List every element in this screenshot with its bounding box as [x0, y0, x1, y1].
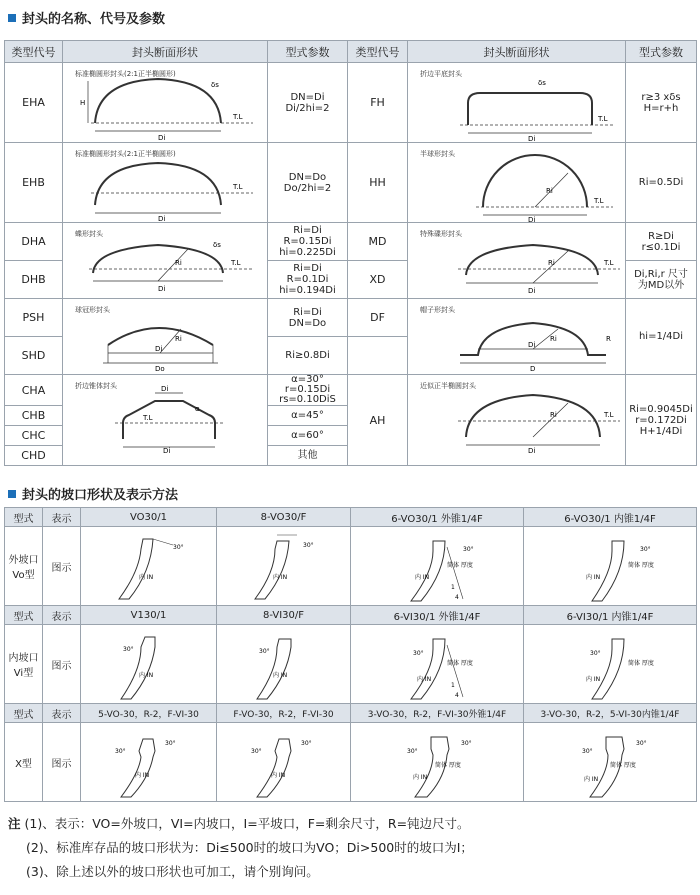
table-row [5, 63, 697, 143]
label-four: 4 [455, 594, 459, 601]
col-header: 类型代号 [5, 41, 63, 63]
label-deg: 30° [123, 646, 134, 653]
label-di: Di [158, 134, 166, 142]
label-in: 内 IN [139, 574, 154, 581]
param-cell: α=60° [268, 426, 348, 446]
bevel-label: 6-VO30/1 外锥1/4F [351, 508, 524, 527]
bevel-x-diagram [81, 723, 217, 802]
label-tl: T.L [233, 113, 243, 121]
figure-caption: 半球形封头 [420, 150, 455, 158]
label-r: R [606, 335, 611, 343]
param-cell: R≥Di r≤0.1Di [626, 223, 697, 261]
bevel-figure [217, 527, 351, 606]
head-types-table [4, 40, 697, 466]
param-cell: DN=Do Do/2hi=2 [268, 143, 348, 223]
figure-caption: 折边平底封头 [420, 70, 462, 78]
section-title-1 [8, 8, 165, 27]
col-header: 型式参数 [268, 41, 348, 63]
figure-cell [63, 63, 268, 143]
label-h: H [80, 99, 86, 107]
bevel-figure [81, 723, 217, 802]
col-header: 封头断面形状 [63, 41, 268, 63]
group-label: 外坡口 Vo型 [5, 527, 43, 606]
param-cell: r≥3 xδs H=r+h [626, 63, 697, 143]
bevel-label: F-VO-30，R-2，F-VI-30 [217, 704, 351, 723]
label-di: Di [158, 285, 166, 293]
col-header: 类型代号 [348, 41, 408, 63]
label-four: 4 [455, 692, 459, 699]
figure-caption: 近似正半椭圆封头 [420, 382, 476, 390]
table-row [5, 223, 697, 261]
label-deg: 30° [303, 542, 314, 549]
figure-cell [63, 375, 268, 466]
label-in: 内 IN [135, 772, 150, 779]
hemisphere-head-diagram [408, 143, 626, 223]
figure-cell [408, 143, 626, 223]
label-deg: 30° [461, 740, 472, 747]
figure-row [5, 625, 697, 704]
type-code: XD [348, 261, 408, 299]
bevel-vo-outer-cone-diagram [351, 527, 524, 606]
label-ri: Ri [546, 187, 553, 195]
label-tl: T.L [143, 414, 153, 422]
table-row [5, 375, 697, 406]
param-cell: Ri=0.9045Di r=0.172Di H+1/4Di [626, 375, 697, 466]
label-one: 1 [451, 682, 455, 689]
label-alpha: α [195, 405, 200, 413]
bevel-label: V130/1 [81, 606, 217, 625]
label-tl: T.L [231, 259, 241, 267]
col-type-label: 型式 [5, 704, 43, 723]
section-title-text: 封头的名称、代号及参数 [22, 12, 166, 27]
label-ri: Ri [550, 335, 557, 343]
bevel-label: VO30/1 [81, 508, 217, 527]
label-di: Di [158, 215, 166, 223]
figure-cell [408, 299, 626, 375]
bevel-figure [351, 625, 524, 704]
note-text: (2)、标准库存品的坡口形状为：Di≤500时的坡口为VO；Di>500时的坡口为I； [26, 840, 473, 855]
bevel-figure [81, 625, 217, 704]
param-cell: Ri=0.5Di [626, 143, 697, 223]
figure-cell [63, 223, 268, 299]
label-deg: 30° [640, 546, 651, 553]
label-wall: 简体 厚度 [610, 762, 636, 769]
bevel-vi-outer-cone-diagram [351, 625, 524, 704]
param-cell: Di,Ri,r 尺寸 为MD以外 [626, 261, 697, 299]
bevel-vo-inner-cone-diagram [524, 527, 697, 606]
figure-caption: 标准椭圆形封头(2:1正半椭圆形) [75, 70, 176, 78]
label-in: 内 IN [413, 774, 428, 781]
bevel-x-inner-cone-diagram [524, 723, 697, 802]
bevel-label: 5-VO-30，R-2，F-VI-30 [81, 704, 217, 723]
bullet-square-icon [8, 490, 16, 498]
type-code: AH [348, 375, 408, 466]
label-tl: T.L [233, 183, 243, 191]
approx-ellipse-head-diagram [408, 375, 626, 455]
col-type-label: 型式 [5, 508, 43, 527]
figure-cell [63, 299, 268, 375]
bevel-label: 8-VI30/F [217, 606, 351, 625]
param-cell: Ri=Di R=0.1Di hi=0.194Di [268, 261, 348, 299]
spherical-cap-head-diagram [63, 299, 268, 375]
bevel-label: 6-VI30/1 内锥1/4F [524, 606, 697, 625]
type-code: FH [348, 63, 408, 143]
label-deg: 30° [463, 546, 474, 553]
type-code: EHA [5, 63, 63, 143]
type-code: CHA [5, 375, 63, 406]
label-di: Di [528, 341, 536, 349]
label-ds: δs [538, 79, 546, 87]
figure-caption: 特殊碟形封头 [420, 230, 462, 238]
flat-head-diagram [408, 63, 626, 143]
bevel-vo-diagram [81, 527, 217, 606]
table-row [5, 299, 697, 337]
label-row [5, 606, 697, 625]
label-in: 内 IN [415, 574, 430, 581]
bevel-x-f-diagram [217, 723, 351, 802]
param-cell: 其他 [268, 446, 348, 466]
label-deg: 30° [590, 650, 601, 657]
bevel-label: 3-VO-30，R-2，F-VI-30外锥1/4F [351, 704, 524, 723]
table-header-row [5, 41, 697, 63]
special-dished-head-diagram [408, 223, 626, 299]
label-ds: δs [213, 241, 221, 249]
section-title-2 [8, 484, 178, 503]
param-cell: α=30° r=0.15Di rs=0.10DiS [268, 375, 348, 406]
fig-label: 图示 [43, 625, 81, 704]
note-line-2 [8, 836, 473, 860]
note-line-3 [8, 860, 473, 884]
label-deg: 30° [251, 748, 262, 755]
section-title-text: 封头的坡口形状及表示方法 [22, 488, 179, 503]
bevel-figure [351, 527, 524, 606]
label-row [5, 508, 697, 527]
hat-head-diagram [408, 299, 626, 375]
type-code: SHD [5, 337, 63, 375]
label-tl: T.L [604, 259, 614, 267]
bevel-label: 6-VI30/1 外锥1/4F [351, 606, 524, 625]
label-in: 内 IN [586, 574, 601, 581]
bevel-vi-diagram [81, 625, 217, 704]
bevel-vo-f-diagram [217, 527, 351, 606]
label-tl: T.L [594, 197, 604, 205]
label-tl: T.L [604, 411, 614, 419]
label-in: 内 IN [139, 672, 154, 679]
group-label: 内坡口 Vi型 [5, 625, 43, 704]
label-ri: Ri [175, 259, 182, 267]
note-text: (1)、表示：VO=外坡口，VI=内坡口，I=平坡口，F=剩余尺寸，R=钝边尺寸。 [24, 816, 470, 831]
figure-row [5, 527, 697, 606]
bevel-figure [524, 625, 697, 704]
bevel-label: 3-VO-30，R-2，5-VI-30内锥1/4F [524, 704, 697, 723]
label-row [5, 704, 697, 723]
type-code: EHB [5, 143, 63, 223]
col-show-label: 表示 [43, 704, 81, 723]
label-di: Di [528, 447, 536, 455]
label-deg: 30° [173, 544, 184, 551]
figure-caption: 蝶形封头 [75, 230, 103, 238]
bevel-figure [524, 723, 697, 802]
label-do: Do [155, 365, 165, 373]
type-code: CHC [5, 426, 63, 446]
type-code: DHA [5, 223, 63, 261]
type-code: HH [348, 143, 408, 223]
fig-label: 图示 [43, 723, 81, 802]
figure-caption: 标准椭圆形封头(2:1正半椭圆形) [75, 150, 176, 158]
bevel-figure [217, 625, 351, 704]
label-in: 内 IN [417, 676, 432, 683]
label-di: Di [528, 216, 536, 223]
type-code: PSH [5, 299, 63, 337]
col-type-label: 型式 [5, 606, 43, 625]
type-code: CHB [5, 406, 63, 426]
label-deg: 30° [582, 748, 593, 755]
label-ds: δs [211, 81, 219, 89]
label-deg: 30° [259, 648, 270, 655]
label-wall: 简体 厚度 [447, 562, 473, 569]
group-label: X型 [5, 723, 43, 802]
label-wall: 简体 厚度 [628, 562, 654, 569]
label-in: 内 IN [273, 574, 288, 581]
label-deg: 30° [636, 740, 647, 747]
bevel-vi-inner-cone-diagram [524, 625, 697, 704]
table-row [5, 143, 697, 223]
label-deg: 30° [115, 748, 126, 755]
bevel-figure [351, 723, 524, 802]
label-tl: T.L [598, 115, 608, 123]
ellipse-head-diagram [63, 63, 268, 143]
param-cell: Ri=Di DN=Do [268, 299, 348, 337]
figure-caption: 球冠形封头 [75, 306, 110, 314]
fig-label: 图示 [43, 527, 81, 606]
figure-row [5, 723, 697, 802]
label-in: 内 IN [586, 676, 601, 683]
label-di: Di [528, 135, 536, 143]
col-show-label: 表示 [43, 606, 81, 625]
param-cell: DN=Di Di/2hi=2 [268, 63, 348, 143]
label-di: Di [161, 385, 169, 393]
cone-head-diagram [63, 375, 268, 455]
label-ri: Ri [548, 259, 555, 267]
notes-lead: 注 [8, 816, 21, 831]
param-cell: Ri≥0.8Di [268, 337, 348, 375]
label-di: Di [155, 345, 163, 353]
bevel-figure [81, 527, 217, 606]
type-code: MD [348, 223, 408, 261]
bevel-label: 8-VO30/F [217, 508, 351, 527]
label-di: Di [163, 447, 171, 455]
label-wall: 简体 厚度 [435, 762, 461, 769]
label-in: 内 IN [273, 672, 288, 679]
label-wall: 简体 厚度 [447, 660, 473, 667]
notes-block [8, 812, 473, 884]
param-cell: hi=1/4Di [626, 299, 697, 375]
type-code: DHB [5, 261, 63, 299]
figure-cell [408, 63, 626, 143]
bullet-square-icon [8, 14, 16, 22]
figure-cell [408, 223, 626, 299]
note-text: (3)、除上述以外的坡口形状也可加工，请个别询问。 [26, 864, 319, 879]
ellipse-head-diagram [63, 143, 268, 223]
param-cell: Ri=Di R=0.15Di hi=0.225Di [268, 223, 348, 261]
bevel-vi-f-diagram [217, 625, 351, 704]
type-code: CHD [5, 446, 63, 466]
label-di: Di [528, 287, 536, 295]
param-cell: α=45° [268, 406, 348, 426]
bevel-figure [217, 723, 351, 802]
dished-head-diagram [63, 223, 268, 299]
figure-caption: 帽子形封头 [420, 306, 455, 314]
col-header: 封头断面形状 [408, 41, 626, 63]
label-wall: 简体 厚度 [628, 660, 654, 667]
bevel-x-outer-cone-diagram [351, 723, 524, 802]
label-deg: 30° [413, 650, 424, 657]
label-deg: 30° [165, 740, 176, 747]
type-code: DF [348, 299, 408, 337]
label-d: D [530, 365, 536, 373]
figure-cell [408, 375, 626, 466]
label-in: 内 IN [584, 776, 599, 783]
label-deg: 30° [407, 748, 418, 755]
bevel-table [4, 507, 697, 802]
bevel-figure [524, 527, 697, 606]
col-header: 型式参数 [626, 41, 697, 63]
col-show-label: 表示 [43, 508, 81, 527]
label-ri: Ri [175, 335, 182, 343]
label-in: 内 IN [271, 772, 286, 779]
label-one: 1 [451, 584, 455, 591]
note-line-1 [8, 812, 473, 836]
figure-caption: 折边锥体封头 [75, 382, 117, 390]
figure-cell [63, 143, 268, 223]
label-deg: 30° [301, 740, 312, 747]
bevel-label: 6-VO30/1 内锥1/4F [524, 508, 697, 527]
label-ri: Ri [550, 411, 557, 419]
